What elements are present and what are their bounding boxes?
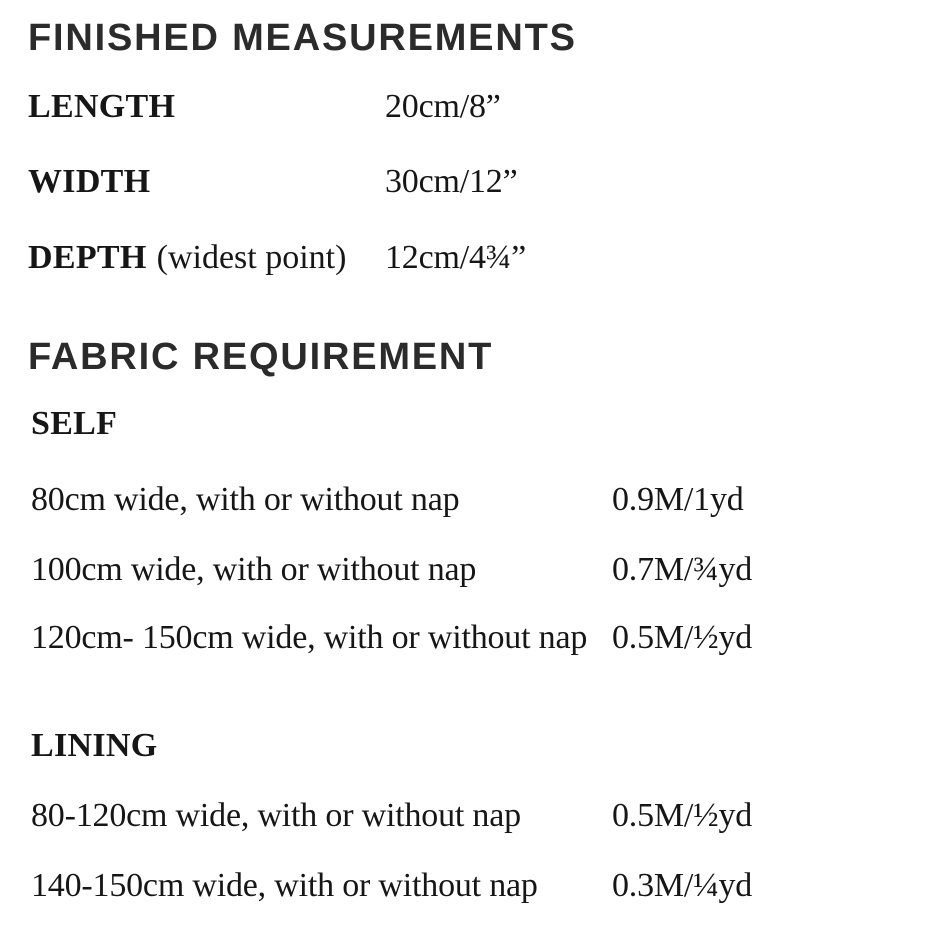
- measurement-value-width: 30cm/12”: [385, 163, 518, 200]
- fabric-row-value: 0.3M/¼yd: [612, 867, 753, 904]
- fabric-row-value: 0.5M/½yd: [612, 619, 753, 656]
- measurement-value-length: 20cm/8”: [385, 88, 501, 125]
- measurement-label-depth: [28, 238, 346, 277]
- measurement-label-width: [28, 162, 160, 201]
- fabric-row-value: 0.7M/¾yd: [612, 551, 753, 588]
- measurement-label-text: DEPTH: [28, 239, 147, 276]
- measurement-value-depth: 12cm/4¾”: [385, 239, 526, 276]
- fabric-row-label: 120cm- 150cm wide, with or without nap: [31, 619, 588, 656]
- fabric-row-value: 0.9M/1yd: [612, 481, 744, 518]
- fabric-row-label: 100cm wide, with or without nap: [31, 551, 477, 588]
- fabric-row-label: 80cm wide, with or without nap: [31, 481, 460, 518]
- fabric-row-label: 80-120cm wide, with or without nap: [31, 797, 521, 834]
- measurement-label-text: WIDTH: [28, 163, 151, 200]
- self-section-title: SELF: [31, 405, 118, 442]
- measurement-label-text: LENGTH: [28, 88, 176, 125]
- measurement-note-widest-point: (widest point): [156, 239, 347, 276]
- fabric-row-label: 140-150cm wide, with or without nap: [31, 867, 538, 904]
- lining-section-title: LINING: [31, 727, 158, 764]
- fabric-row-value: 0.5M/½yd: [612, 797, 753, 834]
- finished-measurements-heading: FINISHED MEASUREMENTS: [28, 17, 577, 59]
- fabric-requirement-heading: FABRIC REQUIREMENT: [28, 336, 494, 378]
- measurement-label-length: [28, 87, 185, 126]
